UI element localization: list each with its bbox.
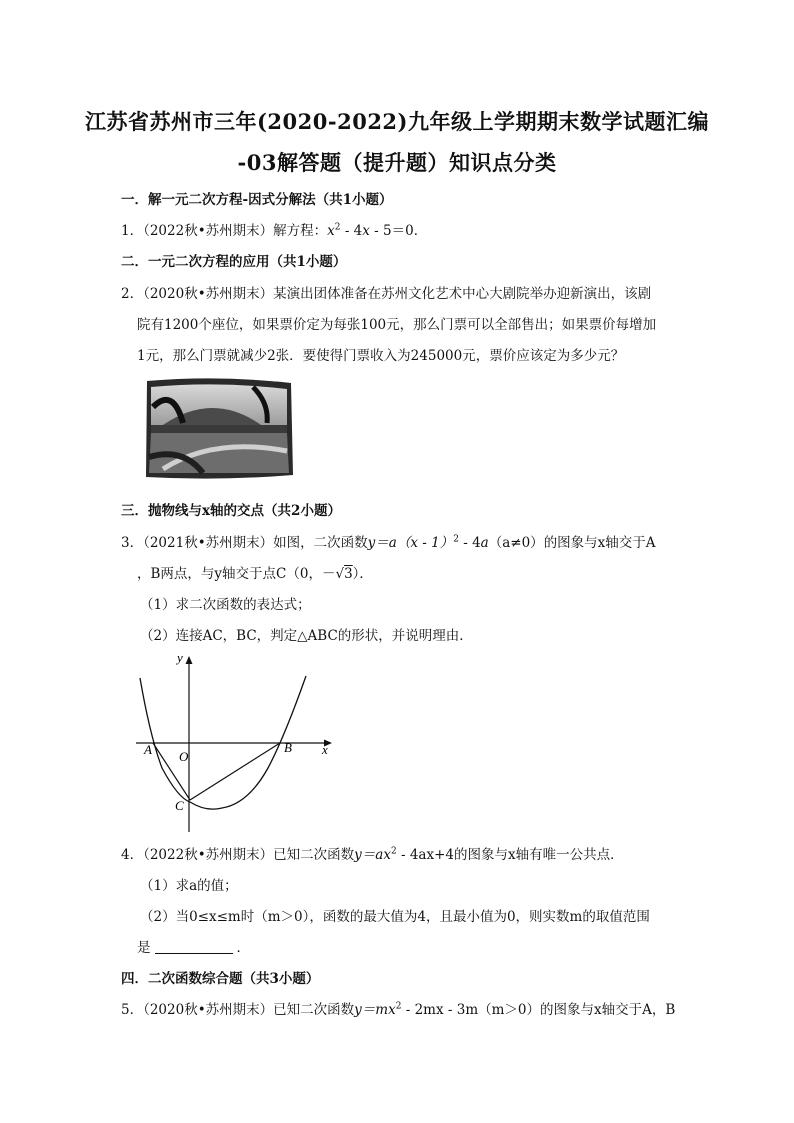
q3-line2-post: ）．: [352, 566, 373, 582]
y-axis-arrow: [186, 656, 193, 664]
section-heading-3: 三．抛物线与x轴的交点（共2小题）: [121, 503, 341, 519]
q3-prefix: 3．（2021秋•苏州期末）如图，二次函数: [121, 535, 368, 551]
question-2-line1: 2．（2020秋•苏州期末）某演出团体准备在苏州文化艺术中心大剧院举办迎新演出，该剧: [121, 286, 652, 302]
question-4-sub2-cont: [137, 936, 250, 956]
q5-prefix: 5．（2020秋•苏州期末）已知二次函数: [121, 1002, 355, 1018]
q3-exponent: 2: [453, 534, 459, 545]
q4-sub2-cont-text: 是: [137, 940, 151, 956]
q5-exponent: 2: [395, 1001, 402, 1012]
question-4-sub1: （1）求a的值；: [140, 878, 238, 894]
q3-line2-pre: ，B两点，与y轴交于点C（0，－: [137, 566, 336, 582]
document-title-line2: -03解答题（提升题）知识点分类: [237, 150, 557, 175]
y-axis-label: y: [177, 650, 183, 665]
q4-sub2-end: ．: [236, 940, 250, 956]
q4-exponent: 2: [390, 846, 397, 857]
answer-blank[interactable]: [155, 941, 233, 954]
question-1: [121, 219, 427, 239]
q4-prefix: 4．（2022秋•苏州期末）已知二次函数: [121, 847, 355, 863]
section-heading-2: 二．一元二次方程的应用（共1小题）: [121, 254, 347, 270]
q3-rest: 的图象与x轴交于A: [543, 535, 656, 551]
q1-prefix: 1．（2022秋•苏州期末）解方程：: [121, 223, 328, 239]
q3-function: y＝a（x - 1）: [367, 535, 454, 551]
q1-exponent: 2: [334, 222, 341, 233]
question-3-sub2: （2）连接AC，BC，判定△ABC的形状，并说明理由．: [140, 628, 473, 644]
question-2-line3: 1元，那么门票就减少2张．要使得门票收入为245000元，票价应该定为多少元？: [137, 348, 625, 364]
theater-photo: [143, 377, 295, 481]
section-heading-1: 一．解一元二次方程-因式分解法（共1小题）: [121, 192, 393, 208]
question-4-line1: [121, 843, 624, 863]
x-axis-label: x: [322, 742, 328, 757]
point-a-label: A: [144, 742, 152, 757]
question-5-line1: [121, 998, 675, 1018]
point-b-label: B: [284, 740, 292, 755]
question-3-line1: [121, 531, 656, 551]
q3-term: - 4: [458, 535, 481, 551]
question-4-sub2: （2）当0≤x≤m时（m＞0），函数的最大值为4，且最小值为0，则实数m的取值范围: [140, 909, 650, 925]
q1-var-x: x: [327, 223, 335, 239]
parabola-graph: [128, 648, 342, 838]
question-3-line2: [137, 562, 373, 582]
q5-function: y＝mx: [354, 1002, 396, 1018]
q3-radicand: 3: [344, 566, 353, 582]
q3-var-a: a: [480, 535, 489, 551]
q1-rest: - 5＝0．: [369, 223, 428, 239]
point-c-label: C: [175, 798, 184, 813]
q4-function: y＝ax: [354, 847, 391, 863]
q4-rest: - 4ax+4的图象与x轴有唯一公共点．: [396, 847, 624, 863]
sqrt-symbol: √: [335, 566, 345, 582]
question-2-line2: 院有1200个座位，如果票价定为每张100元，那么门票可以全部售出；如果票价每增加: [137, 317, 657, 333]
section-heading-4: 四．二次函数综合题（共3小题）: [121, 971, 320, 987]
document-title-line1: 江苏省苏州市三年(2020-2022)九年级上学期期末数学试题汇编: [85, 109, 709, 134]
q1-var-x2: x: [362, 223, 370, 239]
origin-label: O: [179, 749, 189, 764]
q3-condition: （a≠0）: [488, 535, 544, 551]
question-3-sub1: （1）求二次函数的表达式；: [140, 597, 311, 613]
q1-term: - 4: [340, 223, 363, 239]
q5-rest: - 2mx - 3m（m＞0）的图象与x轴交于A，B: [401, 1002, 676, 1018]
